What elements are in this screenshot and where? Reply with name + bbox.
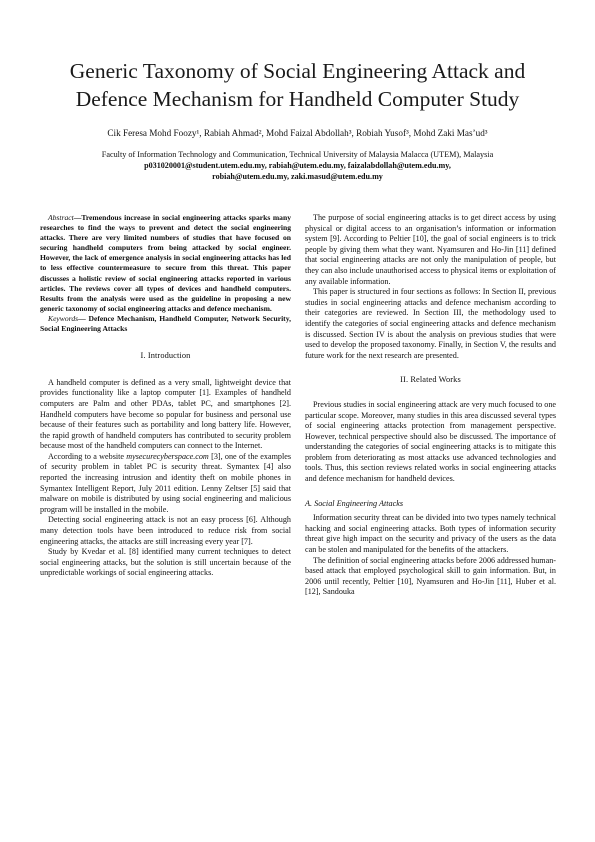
abstract (40, 213, 291, 314)
right-column (305, 213, 556, 598)
abstract-text: —Tremendous increase in social engineering attacks sparks many researches to find the ways to prevent and detect the social engineering attacks. There are very limited numbers of studies that have focused on securing handheld computers from being attacked by social engineer. However, the lack of emergence analysis in social engineering attacks has led to less effective countermeasure to secure from this threat. This paper discusses a holistic review of social engineering attacks reported in various articles. The reviews cover all types of devices and handheld computers. Results from the analysis were used as the guideline in proposing a new generic taxonomy of social engineering attacks and defence mechanism. (40, 213, 291, 313)
subsection-heading-social-engineering-attacks: A. Social Engineering Attacks (305, 498, 404, 508)
title-line-2: Defence Mechanism for Handheld Computer Study (75, 87, 520, 111)
intro-paragraph-3: Detecting social engineering attack is not an easy process [6]. Although many detection tools have been introduced to reduce risk from social engineering attacks, the attacks are still increasing every year [7]. (40, 515, 291, 546)
section-heading-introduction: I. Introduction (140, 351, 191, 361)
intro-p2-text-a: According to a website (48, 451, 127, 461)
website-reference: mysecurecyberspace.com (126, 451, 209, 461)
emails-line-2: robiah@utem.edu.my, zaki.masud@utem.edu.my (212, 172, 383, 182)
intro-paragraph-4: Study by Kvedar et al. [8] identified many current techniques to detect social engineering attacks, but the solution is still uncertain because of the unpredictable workings of social engineering attacks. (40, 547, 291, 578)
intro-paragraph-6: This paper is structured in four sections as follows: In Section II, previous studies in social engineering attacks and defence mechanism according to their categories are reviewed. In Section III, the methodology used to identify the categories of social engineering attacks and defence mechanism is discussed. Section IV is about the analysis on previous studies that were used to develop the proposed taxonomy. Finally, in Section V, the results and future work for the next research are presented. (305, 287, 556, 360)
paper-title (20, 57, 575, 113)
related-works-paragraph-2: Information security threat can be divided into two types namely technical hacking and social engineering attacks. Both types of information security threat give high impact on the security and privacy of the users as the data can be stolen and manipulated for the benefits of the attackers. (305, 513, 556, 555)
keywords (40, 314, 291, 334)
related-works-paragraph-1: Previous studies in social engineering attack are very much focused to one particular scope. Moreover, many studies in this area discussed several types of social engineering attacks protection from management perspective. However, technical perspective should also be discussed. The importance of understanding the categories of social engineering attacks is to mitigate this problem from deteriorating as most attacks use advanced technologies and tools. Thus, this section reviews related works in social engineering attacks and defence mechanism for handheld devices. (305, 399, 556, 484)
intro-p2-text-b: [3], one of the examples of security problem in tablet PC is security threat. Symantex [4] also reported the increasing intrusion and identity theft on mobile phones in Symantex Intelligent Report, July 2011 edition. Lenny Zeltser [5] said that malware on mobile is distributed by using social engineering and malicious program will be installed in the mobile. (40, 451, 291, 514)
related-works-paragraph-3: The definition of social engineering attacks before 2006 addressed human-based attack that employed psychological skill to gain information. But, in 2006 until recently, Peltier [10], Nyamsuren and Ho-Jin [11], Huber et al. [12], Sandouka (305, 555, 556, 597)
author-list: Cik Feresa Mohd Foozy¹, Rabiah Ahmad², Mohd Faizal Abdollah³, Robiah Yusof³, Mohd Zaki Mas’ud³ (107, 128, 488, 138)
intro-paragraph-2 (40, 452, 291, 516)
keywords-text: — Defence Mechanism, Handheld Computer, Network Security, Social Engineering Attacks (40, 313, 291, 334)
author-emails (20, 160, 575, 182)
keywords-lead: Keywords (48, 313, 79, 323)
section-heading-related-works: II. Related Works (400, 375, 461, 385)
emails-line-1: p031020001@student.utem.edu.my, rabiah@utem.edu.my, faizalabdollah@utem.edu.my, (144, 161, 451, 170)
affiliation: Faculty of Information Technology and Communication, Technical University of Malaysia Malacca (UTEM), Malaysia (101, 150, 494, 159)
left-column (40, 213, 291, 579)
intro-paragraph-1: A handheld computer is defined as a very small, lightweight device that provides functionality like a laptop computer [1]. Examples of handheld computers are Palm and other PDAs, tablet PC, and smartphones [2]. Handheld computers have become so popular for business and personal use because of their features such as portability and long battery life. However, the rapid growth of handheld computers has contributed to security problem because most of the handheld computers can connect to the Internet. (40, 377, 291, 451)
title-line-1: Generic Taxonomy of Social Engineering Attack and (69, 59, 526, 83)
abstract-lead: Abstract (48, 213, 74, 222)
intro-paragraph-5: The purpose of social engineering attacks is to get direct access by using physical or digital access to an organisation’s information or information system [9]. According to Peltier [10], the goal of social engineers is to trick people by giving them what they want. Nyamsuren and Ho-Jin [11] defined that social engineering attacks are not only the manipulation of people, but they can also include unauthorised access to physical items or exploitation of any available information. (305, 213, 556, 286)
